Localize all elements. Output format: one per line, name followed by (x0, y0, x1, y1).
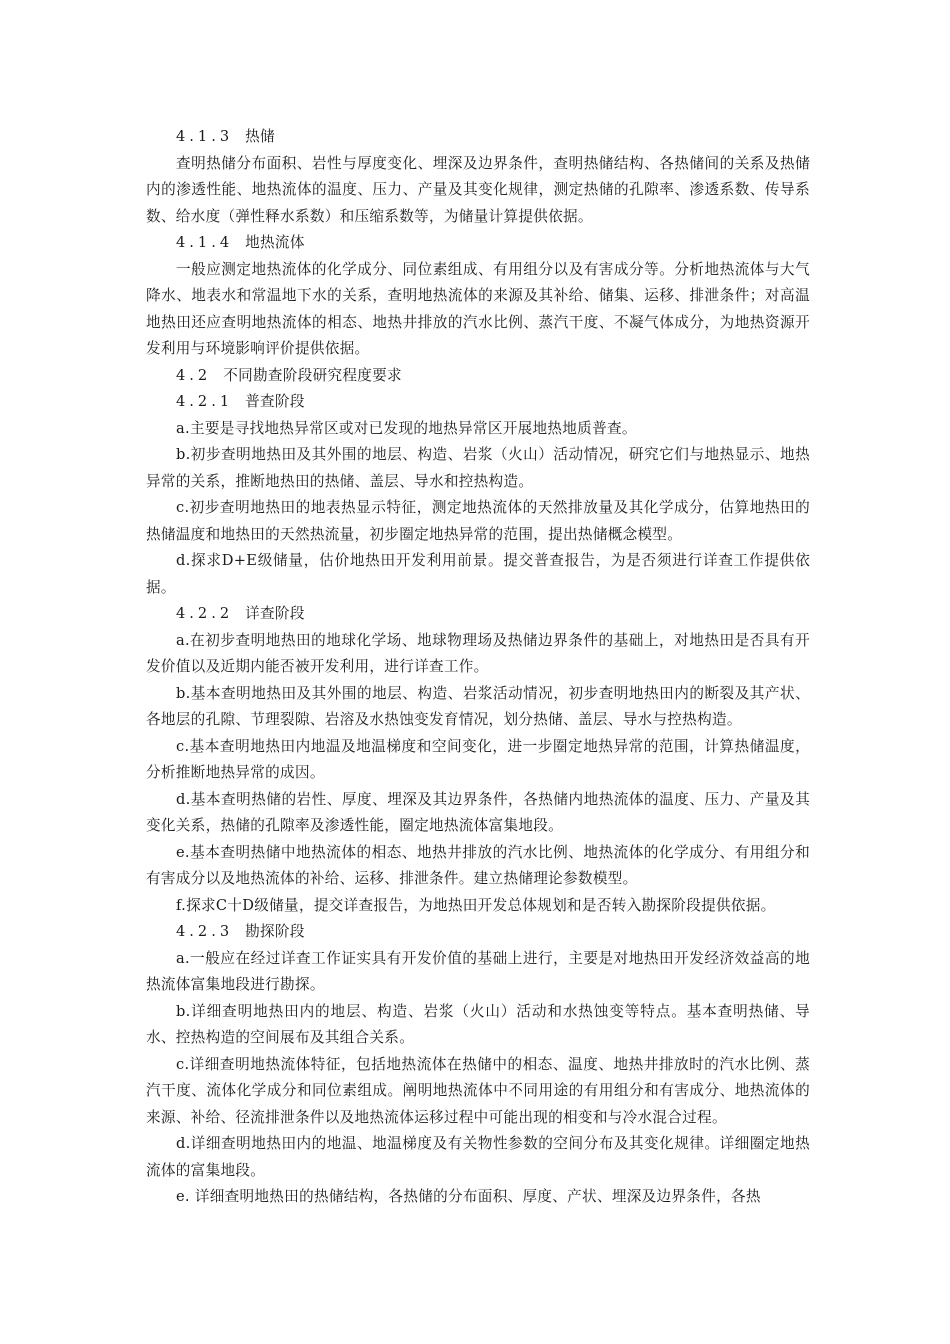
list-item: a.一般应在经过详查工作证实具有开发价值的基础上进行，主要是对地热田开发经济效益高的地热流体富集地段进行勘探。 (146, 949, 810, 993)
section-title: 普查阶段 (245, 393, 305, 410)
section-heading-4-2-3 (146, 919, 810, 946)
section-heading-4-2-2 (146, 601, 810, 628)
section-number: 4.2.2 (176, 605, 234, 622)
list-item: c.初步查明地热田的地表热显示特征，测定地热流体的天然排放量及其化学成分，估算地热田的热储温度和地热田的天然热流量，初步圈定地热异常的范围，提出热储概念模型。 (146, 499, 810, 543)
section-title: 热储 (245, 128, 275, 145)
section-title: 详查阶段 (245, 605, 305, 622)
paragraph: 查明热储分布面积、岩性与厚度变化、埋深及边界条件，查明热储结构、各热储间的关系及热储内的渗透性能、地热流体的温度、压力、产量及其变化规律，测定热储的孔隙率、渗透系数、传导系数、给水度（弹性释水系数）和压缩系数等，为储量计算提供依据。 (146, 154, 810, 225)
list-item: e. 详细查明地热田的热储结构，各热储的分布面积、厚度、产状、埋深及边界条件，各热 (176, 1188, 761, 1205)
list-item: c.详细查明地热流体特征，包括地热流体在热储中的相态、温度、地热井排放时的汽水比例、蒸汽干度、流体化学成分和同位素组成。阐明地热流体中不同用途的有用组分和有害成分、地热流体的来源、补给、径流排泄条件以及地热流体运移过程中可能出现的相变和与冷水混合过程。 (146, 1055, 810, 1126)
list-item: b.详细查明地热田内的地层、构造、岩浆（火山）活动和水热蚀变等特点。基本查明热储、导水、控热构造的空间展布及其组合关系。 (146, 1002, 810, 1046)
section-heading-4-1-4 (146, 230, 810, 257)
section-title: 地热流体 (245, 234, 305, 251)
section-heading-4-1-3 (146, 124, 810, 151)
list-item: d.探求D+E级储量，估价地热田开发利用前景。提交普查报告，为是否须进行详查工作提供依据。 (146, 552, 810, 596)
section-title: 勘探阶段 (245, 923, 305, 940)
list-item: e.基本查明热储中地热流体的相态、地热井排放的汽水比例、地热流体的化学成分、有用组分和有害成分以及地热流体的补给、运移、排泄条件。建立热储理论参数模型。 (146, 843, 810, 887)
list-item: d.基本查明热储的岩性、厚度、埋深及其边界条件，各热储内地热流体的温度、压力、产量及其变化关系，热储的孔隙率及渗透性能，圈定地热流体富集地段。 (146, 790, 810, 834)
section-number: 4.1.3 (176, 128, 234, 145)
section-number: 4.2.3 (176, 923, 234, 940)
list-item: c.基本查明地热田内地温及地温梯度和空间变化，进一步圈定地热异常的范围，计算热储温度，分析推断地热异常的成因。 (146, 737, 810, 781)
list-item: f.探求C十D级储量，提交详查报告，为地热田开发总体规划和是否转入勘探阶段提供依据。 (176, 896, 776, 914)
list-item: b.初步查明地热田及其外围的地层、构造、岩浆（火山）活动情况，研究它们与地热显示、地热异常的关系，推断地热田的热储、盖层、导水和控热构造。 (146, 446, 810, 490)
section-number: 4.2.1 (176, 393, 234, 410)
document-page (146, 124, 810, 1211)
paragraph: 一般应测定地热流体的化学成分、同位素组成、有用组分以及有害成分等。分析地热流体与大气降水、地表水和常温地下水的关系，查明地热流体的来源及其补给、储集、运移、排泄条件；对高温地热田还应查明地热流体的相态、地热井排放的汽水比例、蒸汽干度、不凝气体成分，为地热资源开发利用与环境影响评价提供依据。 (146, 260, 810, 357)
list-item: a.主要是寻找地热异常区或对已发现的地热异常区开展地热地质普查。 (176, 419, 637, 437)
list-item: a.在初步查明地热田的地球化学场、地球物理场及热储边界条件的基础上，对地热田是否具有开发价值以及近期内能否被开发利用，进行详查工作。 (146, 631, 810, 675)
section-heading-4-2 (146, 363, 810, 390)
list-item: d.详细查明地热田内的地温、地温梯度及有关物性参数的空间分布及其变化规律。详细圈定地热流体的富集地段。 (146, 1135, 810, 1179)
section-title: 不同勘查阶段研究程度要求 (223, 366, 402, 384)
section-heading-4-2-1 (146, 389, 810, 416)
section-number: 4.1.4 (176, 234, 234, 251)
section-number: 4.2 (176, 366, 212, 384)
list-item: b.基本查明地热田及其外围的地层、构造、岩浆活动情况，初步查明地热田内的断裂及其产状、各地层的孔隙、节理裂隙、岩溶及水热蚀变发育情况，划分热储、盖层、导水与控热构造。 (146, 684, 810, 728)
